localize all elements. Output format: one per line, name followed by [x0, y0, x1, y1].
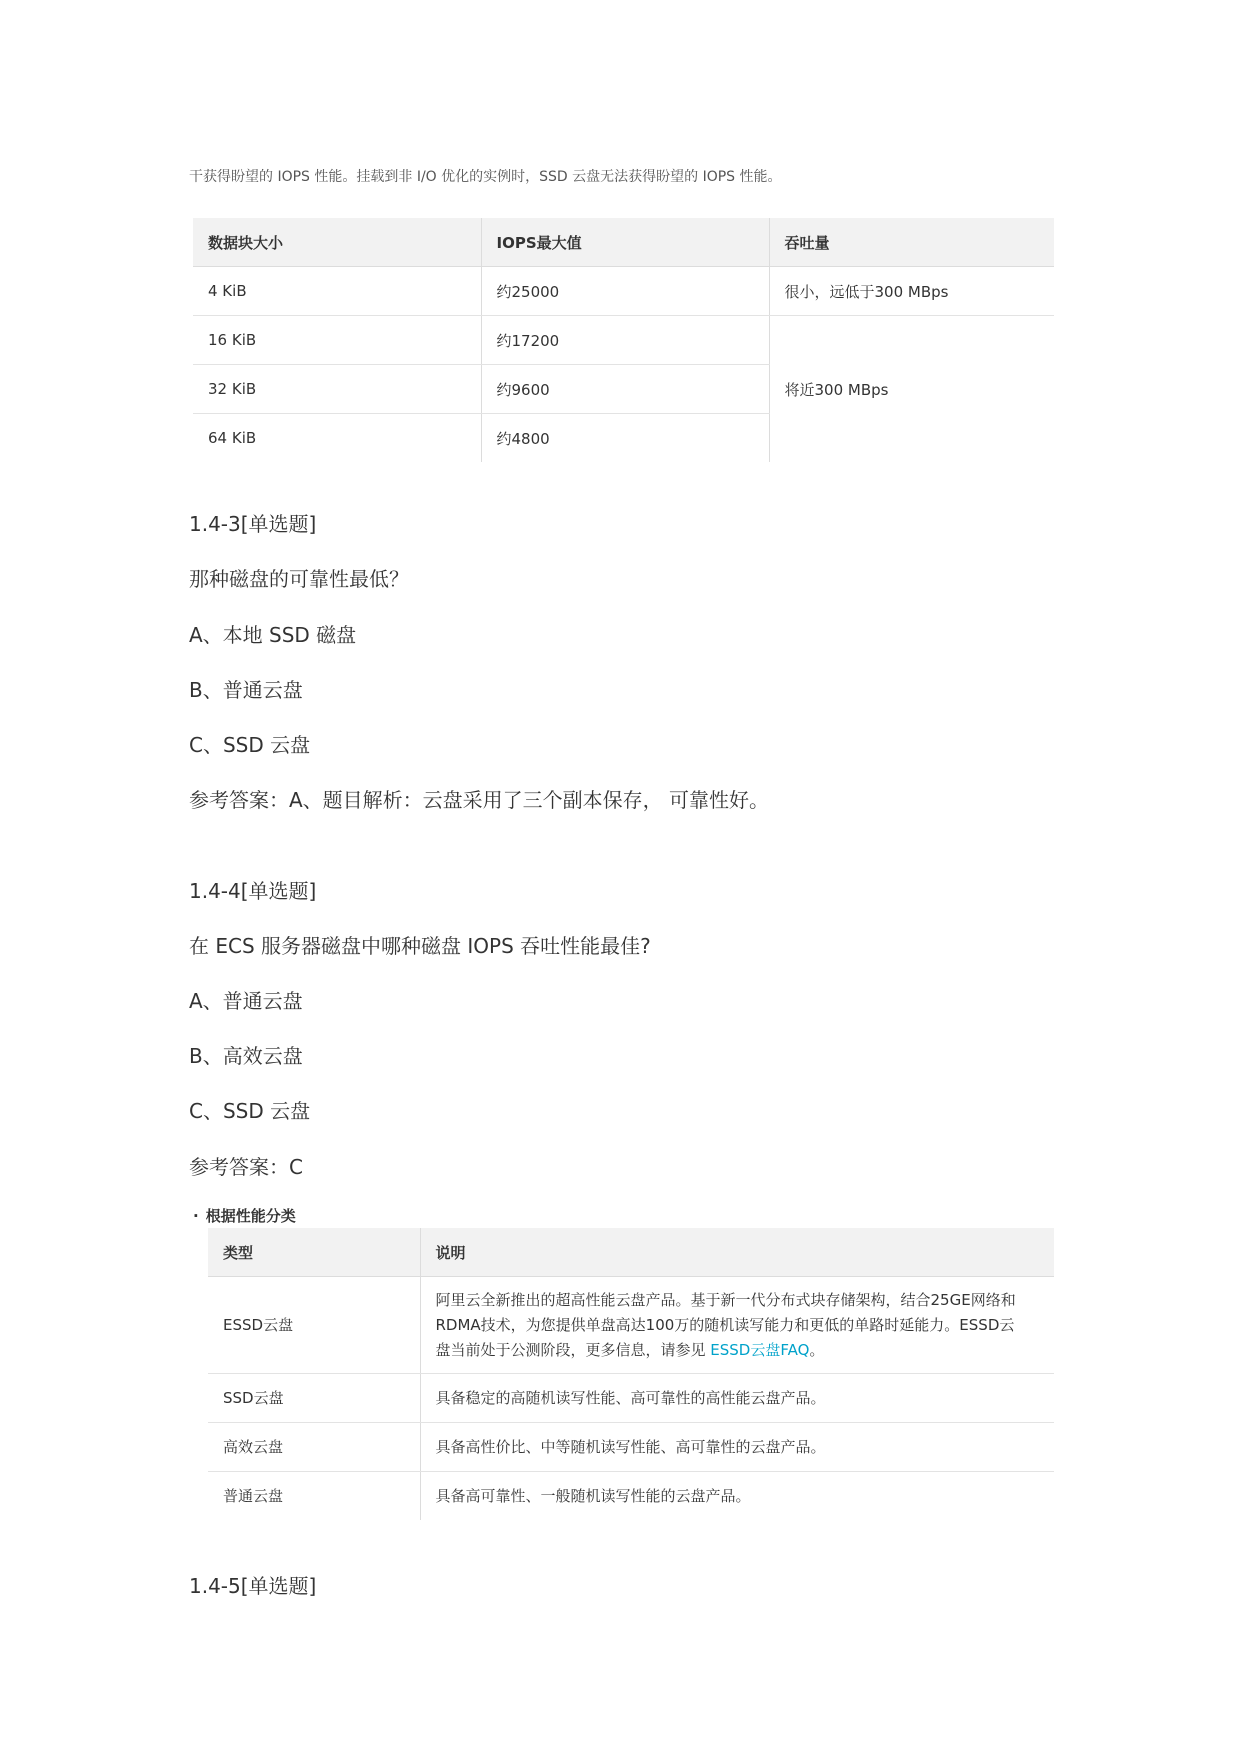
header-iops-max: IOPS最大值 — [481, 218, 769, 267]
question-number: 1.4-4[单选题] — [189, 879, 317, 903]
option-b: B、普通云盘 — [189, 678, 303, 702]
question-number: 1.4-5[单选题] — [189, 1574, 317, 1598]
table-header-row — [208, 1228, 1054, 1277]
intro-text: 干获得盼望的 IOPS 性能。挂载到非 I/O 优化的实例时，SSD 云盘无法获得盼望的 IOPS 性能。 — [189, 169, 782, 185]
table-row — [208, 1423, 1054, 1472]
header-type: 类型 — [208, 1228, 420, 1277]
table-header-row — [193, 218, 1054, 267]
cell-size: 16 KiB — [193, 316, 481, 365]
header-description: 说明 — [420, 1228, 1054, 1277]
table-row — [208, 1277, 1054, 1374]
table-row — [193, 267, 1054, 316]
cell-size: 32 KiB — [193, 365, 481, 414]
cell-type: 普通云盘 — [208, 1472, 420, 1521]
question-text: 在 ECS 服务器磁盘中哪种磁盘 IOPS 吞吐性能最佳? — [189, 934, 651, 958]
section-title — [193, 1205, 296, 1226]
cell-description: 具备稳定的高随机读写性能、高可靠性的高性能云盘产品。 — [420, 1374, 1054, 1423]
cell-iops: 约17200 — [481, 316, 769, 365]
cell-throughput-merged: 将近300 MBps — [769, 316, 1054, 463]
option-b: B、高效云盘 — [189, 1044, 303, 1068]
answer-text: 参考答案：C — [189, 1155, 303, 1179]
cell-description — [420, 1277, 1054, 1374]
description-text: 盘当前处于公测阶段，更多信息，请参见 — [435, 1340, 711, 1359]
description-line: RDMA技术，为您提供单盘高达100万的随机读写能力和更低的单路时延能力。ESSD云 — [435, 1315, 1015, 1334]
header-block-size: 数据块大小 — [193, 218, 481, 267]
cell-size: 64 KiB — [193, 414, 481, 463]
table-row — [208, 1374, 1054, 1423]
cell-description: 具备高可靠性、一般随机读写性能的云盘产品。 — [435, 1486, 751, 1505]
description-end: 。 — [809, 1340, 825, 1359]
cell-size: 4 KiB — [193, 267, 481, 316]
iops-table — [193, 218, 1054, 462]
answer-text: 参考答案：A、题目解析：云盘采用了三个副本保存， 可靠性好。 — [189, 788, 770, 812]
bullet-icon: · — [193, 1207, 199, 1225]
description-line: 阿里云全新推出的超高性能云盘产品。基于新一代分布式块存储架构，结合25GE网络和 — [435, 1290, 1016, 1309]
cell-iops: 约9600 — [481, 365, 769, 414]
disk-type-table — [208, 1228, 1054, 1520]
description-line — [436, 1338, 1040, 1363]
cell-type: SSD云盘 — [208, 1374, 420, 1423]
option-c: C、SSD 云盘 — [189, 1099, 311, 1123]
cell-throughput: 很小，远低于300 MBps — [769, 267, 1054, 316]
option-c: C、SSD 云盘 — [189, 733, 311, 757]
table-row — [208, 1472, 1054, 1521]
cell-description: 具备高性价比、中等随机读写性能、高可靠性的云盘产品。 — [420, 1423, 1054, 1472]
option-a: A、普通云盘 — [189, 989, 303, 1013]
question-number: 1.4-3[单选题] — [189, 512, 317, 536]
header-throughput: 吞吐量 — [769, 218, 1054, 267]
option-a: A、本地 SSD 磁盘 — [189, 623, 357, 647]
cell-iops: 约4800 — [481, 414, 769, 463]
table-row — [193, 316, 1054, 365]
cell-iops: 约25000 — [481, 267, 769, 316]
essd-faq-link[interactable]: ESSD云盘FAQ — [710, 1340, 810, 1359]
cell-type: ESSD云盘 — [208, 1277, 420, 1374]
section-title-label: 根据性能分类 — [205, 1207, 296, 1225]
question-text: 那种磁盘的可靠性最低？ — [189, 567, 409, 591]
cell-type: 高效云盘 — [208, 1423, 420, 1472]
